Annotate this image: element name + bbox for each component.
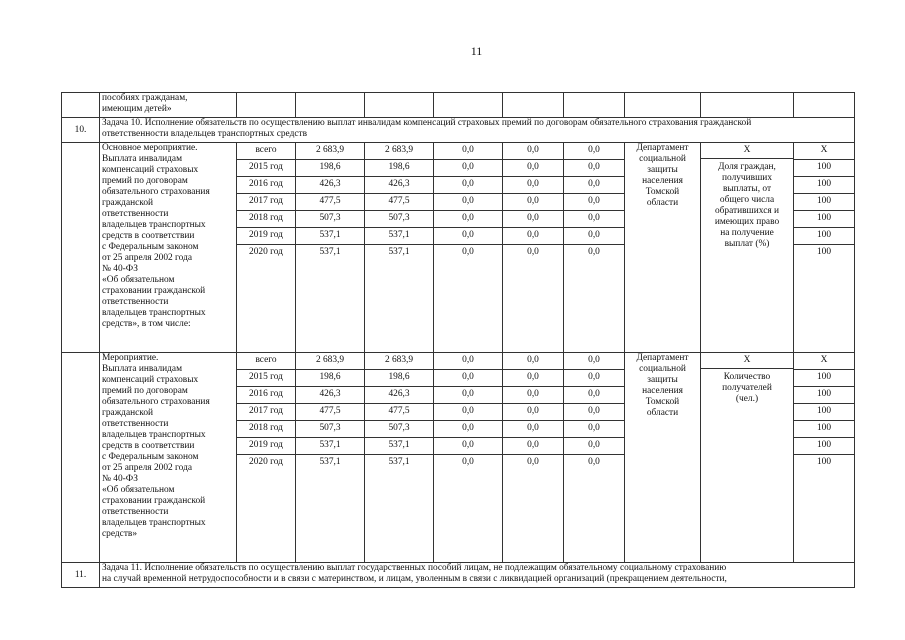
value-cell: 198,6 bbox=[296, 160, 364, 177]
year-cell: 2017 год bbox=[237, 194, 295, 211]
target-column bbox=[794, 143, 855, 353]
value-cell: 477,5 bbox=[296, 404, 364, 421]
value-cell: 0,0 bbox=[564, 387, 624, 404]
target-cell: X bbox=[794, 353, 854, 370]
value-cell: 426,3 bbox=[296, 387, 364, 404]
indicator-line: общего числа bbox=[719, 195, 775, 205]
value-cell: 426,3 bbox=[365, 177, 433, 194]
activity-line: «Об обязательном bbox=[102, 275, 175, 285]
department-line: социальной bbox=[639, 364, 686, 374]
indicator-header: X bbox=[701, 143, 793, 159]
target-cell: 100 bbox=[794, 160, 854, 177]
page-number-text: 11 bbox=[470, 44, 483, 58]
activity-line: с Федеральным законом bbox=[102, 452, 199, 462]
federal-column bbox=[365, 353, 434, 563]
value-cell: 0,0 bbox=[503, 353, 563, 370]
indicator-header: X bbox=[701, 353, 793, 369]
value-cell: 198,6 bbox=[365, 370, 433, 387]
value-cell: 2 683,9 bbox=[296, 143, 364, 160]
activity-name-cell bbox=[100, 143, 237, 353]
local-column bbox=[503, 353, 564, 563]
value-cell: 0,0 bbox=[527, 247, 539, 257]
department-line: области bbox=[646, 198, 679, 208]
task-row-10 bbox=[62, 118, 855, 143]
value-cell: 0,0 bbox=[434, 370, 502, 387]
value-cell: 0,0 bbox=[588, 457, 600, 467]
cont-number-cell bbox=[62, 93, 100, 118]
year-cell: 2015 год bbox=[237, 160, 295, 177]
activity-line: владельцев транспортных bbox=[102, 430, 206, 440]
value-cell: 0,0 bbox=[503, 228, 563, 245]
value-cell: 0,0 bbox=[434, 387, 502, 404]
value-cell: 0,0 bbox=[564, 353, 624, 370]
target-column bbox=[794, 353, 855, 563]
value-cell: 0,0 bbox=[503, 370, 563, 387]
cont-empty-cell bbox=[237, 93, 296, 118]
activity-line: премий по договорам bbox=[102, 386, 188, 396]
department-cell bbox=[625, 143, 701, 353]
activity-line: обязательного страхования bbox=[102, 187, 210, 197]
value-cell: 0,0 bbox=[564, 160, 624, 177]
indicator-cell bbox=[701, 143, 794, 353]
task-number: 11. bbox=[62, 563, 100, 588]
value-cell: 0,0 bbox=[564, 438, 624, 455]
year-cell: 2020 год bbox=[249, 247, 283, 257]
activity-name-cell bbox=[100, 353, 237, 563]
value-cell: 537,1 bbox=[388, 247, 410, 257]
year-cell: всего bbox=[237, 143, 295, 160]
task-row-11 bbox=[62, 563, 855, 588]
department-line: защиты bbox=[647, 375, 678, 385]
task-description bbox=[100, 563, 855, 588]
value-cell: 537,1 bbox=[296, 438, 364, 455]
value-cell: 0,0 bbox=[503, 177, 563, 194]
value-cell: 0,0 bbox=[434, 353, 502, 370]
cont-empty-cell bbox=[625, 93, 701, 118]
value-cell: 0,0 bbox=[503, 421, 563, 438]
value-cell: 477,5 bbox=[296, 194, 364, 211]
value-cell: 2 683,9 bbox=[365, 143, 433, 160]
activity-line: средств», в том числе: bbox=[102, 319, 191, 329]
indicator-line: Количество bbox=[723, 372, 771, 382]
indicator-line: Доля граждан, bbox=[718, 162, 776, 172]
year-cell: 2017 год bbox=[237, 404, 295, 421]
target-cell: 100 bbox=[794, 404, 854, 421]
target-cell: 100 bbox=[794, 438, 854, 455]
value-cell: 477,5 bbox=[365, 194, 433, 211]
total-column bbox=[296, 353, 365, 563]
indicator-line: имеющих право bbox=[714, 217, 780, 227]
indicator-line: обратившихся и bbox=[714, 206, 780, 216]
activity-line: ответственности bbox=[102, 507, 169, 517]
activity-line: Выплата инвалидам bbox=[102, 364, 183, 374]
department-line: Департамент bbox=[636, 353, 689, 363]
activity-line: средств в соответствии bbox=[102, 441, 195, 451]
value-cell: 537,1 bbox=[296, 228, 364, 245]
task-line: Задача 10. Исполнение обязательств по осуществлению выплат инвалидам компенсаций страховых премий по договорам обязательного страхования гражданской bbox=[102, 118, 752, 128]
cont-empty-cell bbox=[794, 93, 855, 118]
cont-line: имеющим детей» bbox=[102, 104, 172, 114]
indicator-line: выплат (%) bbox=[724, 239, 770, 249]
year-cell: 2016 год bbox=[237, 387, 295, 404]
value-cell: 0,0 bbox=[462, 247, 474, 257]
year-cell: 2020 год bbox=[249, 457, 283, 467]
program-table bbox=[61, 92, 855, 588]
activity-line: владельцев транспортных bbox=[102, 518, 206, 528]
indicator-line: получивших bbox=[721, 173, 773, 183]
year-cell: 2018 год bbox=[237, 421, 295, 438]
value-cell: 0,0 bbox=[434, 177, 502, 194]
value-cell: 0,0 bbox=[564, 177, 624, 194]
activity-line: гражданской bbox=[102, 408, 154, 418]
activity-line: «Об обязательном bbox=[102, 485, 175, 495]
cont-line: пособиях гражданам, bbox=[102, 93, 188, 103]
task-line: Задача 11. Исполнение обязательств по осуществлению выплат государственных пособий лицам, не подлежащим обязательному социальному страхованию bbox=[102, 563, 727, 573]
task-number: 10. bbox=[62, 118, 100, 143]
cont-empty-cell bbox=[564, 93, 625, 118]
value-cell: 0,0 bbox=[434, 228, 502, 245]
task-description bbox=[100, 118, 855, 143]
extra-column bbox=[564, 353, 625, 563]
activity-number-cell bbox=[62, 143, 100, 353]
department-line: области bbox=[646, 408, 679, 418]
value-cell: 0,0 bbox=[564, 404, 624, 421]
department-line: населения bbox=[642, 386, 683, 396]
value-cell: 0,0 bbox=[503, 387, 563, 404]
activity-line: средств» bbox=[102, 529, 138, 539]
value-cell: 0,0 bbox=[564, 211, 624, 228]
cont-empty-cell bbox=[503, 93, 564, 118]
activity-line: ответственности bbox=[102, 297, 169, 307]
value-cell: 0,0 bbox=[564, 194, 624, 211]
table-row-continuation bbox=[62, 93, 855, 118]
value-cell: 0,0 bbox=[503, 194, 563, 211]
value-cell: 507,3 bbox=[296, 421, 364, 438]
year-cell: всего bbox=[237, 353, 295, 370]
target-cell: 100 bbox=[794, 194, 854, 211]
department-line: населения bbox=[642, 176, 683, 186]
activity-line: от 25 апреля 2002 года bbox=[102, 253, 193, 263]
value-cell: 0,0 bbox=[462, 457, 474, 467]
year-column bbox=[237, 143, 296, 353]
activity-line: ответственности bbox=[102, 209, 169, 219]
value-cell: 0,0 bbox=[503, 438, 563, 455]
value-cell: 0,0 bbox=[503, 404, 563, 421]
value-cell: 198,6 bbox=[365, 160, 433, 177]
indicator-line: на получение bbox=[720, 228, 774, 238]
regional-column bbox=[434, 143, 503, 353]
activity-line: ответственности bbox=[102, 419, 169, 429]
activity-line: владельцев транспортных bbox=[102, 308, 206, 318]
activity-line: владельцев транспортных bbox=[102, 220, 206, 230]
value-cell: 0,0 bbox=[434, 404, 502, 421]
value-cell: 507,3 bbox=[296, 211, 364, 228]
extra-column bbox=[564, 143, 625, 353]
value-cell: 2 683,9 bbox=[296, 353, 364, 370]
value-cell: 537,1 bbox=[365, 228, 433, 245]
value-cell: 0,0 bbox=[564, 228, 624, 245]
value-cell: 537,1 bbox=[388, 457, 410, 467]
activity-line: № 40-ФЗ bbox=[102, 474, 138, 484]
activity-number-cell bbox=[62, 353, 100, 563]
value-cell: 0,0 bbox=[434, 160, 502, 177]
cont-empty-cell bbox=[701, 93, 794, 118]
cont-empty-cell bbox=[434, 93, 503, 118]
year-cell: 2018 год bbox=[237, 211, 295, 228]
target-cell: 100 bbox=[816, 457, 832, 467]
value-cell: 0,0 bbox=[503, 160, 563, 177]
value-cell: 426,3 bbox=[296, 177, 364, 194]
value-cell: 0,0 bbox=[564, 421, 624, 438]
indicator-cell bbox=[701, 353, 794, 563]
activity-line: гражданской bbox=[102, 198, 154, 208]
value-cell: 0,0 bbox=[564, 370, 624, 387]
value-cell: 537,1 bbox=[319, 457, 341, 467]
value-cell: 0,0 bbox=[588, 247, 600, 257]
target-cell: 100 bbox=[794, 421, 854, 438]
target-cell: 100 bbox=[794, 211, 854, 228]
cont-empty-cell bbox=[296, 93, 365, 118]
year-cell: 2019 год bbox=[237, 438, 295, 455]
page-number bbox=[0, 44, 905, 59]
target-cell: 100 bbox=[816, 247, 832, 257]
regional-column bbox=[434, 353, 503, 563]
activity-line: обязательного страхования bbox=[102, 397, 210, 407]
value-cell: 0,0 bbox=[434, 143, 502, 160]
value-cell: 0,0 bbox=[434, 438, 502, 455]
department-line: защиты bbox=[647, 165, 678, 175]
target-cell: 100 bbox=[794, 387, 854, 404]
activity-line: Мероприятие. bbox=[102, 353, 159, 363]
activity-line: Выплата инвалидам bbox=[102, 154, 183, 164]
activity-line: № 40-ФЗ bbox=[102, 264, 138, 274]
value-cell: 0,0 bbox=[564, 143, 624, 160]
task-line: на случай временной нетрудоспособности и в связи с материнством, и лицам, уволенным в связи с ликвидацией организаций (прекращением деятельности, bbox=[102, 574, 727, 584]
year-column bbox=[237, 353, 296, 563]
value-cell: 0,0 bbox=[434, 211, 502, 228]
task-line: ответственности владельцев транспортных средств bbox=[102, 129, 308, 139]
department-line: Департамент bbox=[636, 143, 689, 153]
indicator-line: (чел.) bbox=[735, 394, 759, 404]
target-cell: 100 bbox=[794, 228, 854, 245]
department-cell bbox=[625, 353, 701, 563]
value-cell: 0,0 bbox=[434, 421, 502, 438]
value-cell: 0,0 bbox=[503, 211, 563, 228]
activity-line: страховании гражданской bbox=[102, 286, 206, 296]
value-cell: 0,0 bbox=[503, 143, 563, 160]
activity-line: средств в соответствии bbox=[102, 231, 195, 241]
target-cell: X bbox=[794, 143, 854, 160]
value-cell: 537,1 bbox=[319, 247, 341, 257]
value-cell: 0,0 bbox=[527, 457, 539, 467]
value-cell: 477,5 bbox=[365, 404, 433, 421]
department-line: социальной bbox=[639, 154, 686, 164]
year-cell: 2016 год bbox=[237, 177, 295, 194]
activity-row-main bbox=[62, 143, 855, 353]
activity-row-sub bbox=[62, 353, 855, 563]
local-column bbox=[503, 143, 564, 353]
department-line: Томской bbox=[645, 187, 680, 197]
cont-activity-cell bbox=[100, 93, 237, 118]
target-cell: 100 bbox=[794, 177, 854, 194]
value-cell: 2 683,9 bbox=[365, 353, 433, 370]
value-cell: 426,3 bbox=[365, 387, 433, 404]
target-cell: 100 bbox=[794, 370, 854, 387]
indicator-line: получателей bbox=[722, 383, 772, 393]
department-line: Томской bbox=[645, 397, 680, 407]
federal-column bbox=[365, 143, 434, 353]
activity-line: страховании гражданской bbox=[102, 496, 206, 506]
value-cell: 507,3 bbox=[365, 211, 433, 228]
activity-line: компенсаций страховых bbox=[102, 375, 199, 385]
value-cell: 507,3 bbox=[365, 421, 433, 438]
activity-line: от 25 апреля 2002 года bbox=[102, 463, 193, 473]
indicator-line: выплаты, от bbox=[722, 184, 772, 194]
total-column bbox=[296, 143, 365, 353]
year-cell: 2015 год bbox=[237, 370, 295, 387]
activity-line: премий по договорам bbox=[102, 176, 188, 186]
activity-line: Основное мероприятие. bbox=[102, 143, 198, 153]
year-cell: 2019 год bbox=[237, 228, 295, 245]
activity-line: с Федеральным законом bbox=[102, 242, 199, 252]
cont-empty-cell bbox=[365, 93, 434, 118]
value-cell: 198,6 bbox=[296, 370, 364, 387]
value-cell: 0,0 bbox=[434, 194, 502, 211]
value-cell: 537,1 bbox=[365, 438, 433, 455]
activity-line: компенсаций страховых bbox=[102, 165, 199, 175]
